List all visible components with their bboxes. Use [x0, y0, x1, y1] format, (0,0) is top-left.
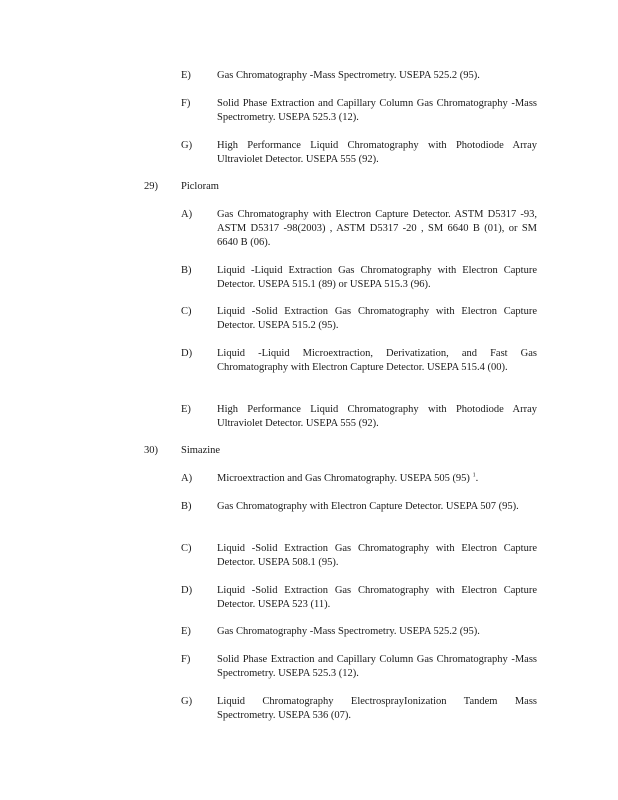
item-text-main: Microextraction and Gas Chromatography. USEPA 505 (95): [217, 473, 470, 484]
entry-text: High Performance Liquid Chromatography with Photodiode Array Ultraviolet Detector. USEPA 555 (92).: [217, 140, 537, 165]
item-text: Liquid Chromatography ElectrosprayIonization Tandem Mass Spectrometry. USEPA 536 (07).: [217, 696, 537, 721]
item-text: Solid Phase Extraction and Capillary Column Gas Chromatography -Mass Spectrometry. USEPA 525.3 (12).: [217, 654, 537, 679]
item-letter: C): [181, 543, 192, 554]
entry-letter: E): [181, 70, 191, 81]
item-letter: D): [181, 585, 193, 596]
item-text: Liquid -Solid Extraction Gas Chromatography with Electron Capture Detector. USEPA 515.2 (95).: [217, 306, 537, 331]
item-letter: A): [181, 473, 193, 484]
item-letter: E): [181, 626, 191, 637]
entry-text: Solid Phase Extraction and Capillary Column Gas Chromatography -Mass Spectrometry. USEPA 525.3 (12).: [217, 98, 537, 123]
item-text: High Performance Liquid Chromatography with Photodiode Array Ultraviolet Detector. USEPA 555 (92).: [217, 404, 537, 429]
item-letter: B): [181, 501, 192, 512]
footnote-marker: 1: [472, 472, 476, 479]
entry-letter: G): [181, 140, 193, 151]
item-text: Gas Chromatography with Electron Capture Detector. ASTM D5317 -93, ASTM D5317 -98(2003) , ASTM D5317 -20 , SM 6640 B (01), or SM 6640 B (06).: [217, 209, 537, 248]
section-number: 30): [144, 445, 158, 456]
item-letter: C): [181, 306, 192, 317]
item-letter: B): [181, 265, 192, 276]
section-number: 29): [144, 181, 158, 192]
entry-text: Gas Chromatography -Mass Spectrometry. USEPA 525.2 (95).: [217, 70, 480, 81]
entry-letter: F): [181, 98, 191, 109]
item-text: Liquid -Liquid Microextraction, Derivatization, and Fast Gas Chromatography with Electron Capture Detector. USEPA 515.4 (00).: [217, 348, 537, 373]
item-text-tail: .: [475, 473, 479, 484]
item-text: Liquid -Solid Extraction Gas Chromatography with Electron Capture Detector. USEPA 508.1 (95).: [217, 543, 537, 568]
item-letter: E): [181, 404, 191, 415]
item-text: Gas Chromatography -Mass Spectrometry. USEPA 525.2 (95).: [217, 626, 480, 637]
item-letter: F): [181, 654, 191, 665]
item-letter: D): [181, 348, 193, 359]
item-text: Liquid -Solid Extraction Gas Chromatography with Electron Capture Detector. USEPA 523 (11).: [217, 585, 537, 610]
item-text: [217, 472, 537, 486]
item-text: Liquid -Liquid Extraction Gas Chromatography with Electron Capture Detector. USEPA 515.1 (89) or USEPA 515.3 (96).: [217, 265, 537, 290]
section-heading: Picloram: [181, 181, 219, 192]
section-heading: Simazine: [181, 445, 221, 456]
item-text: Gas Chromatography with Electron Capture Detector. USEPA 507 (95).: [217, 501, 519, 512]
item-letter: G): [181, 696, 193, 707]
item-letter: A): [181, 209, 193, 220]
